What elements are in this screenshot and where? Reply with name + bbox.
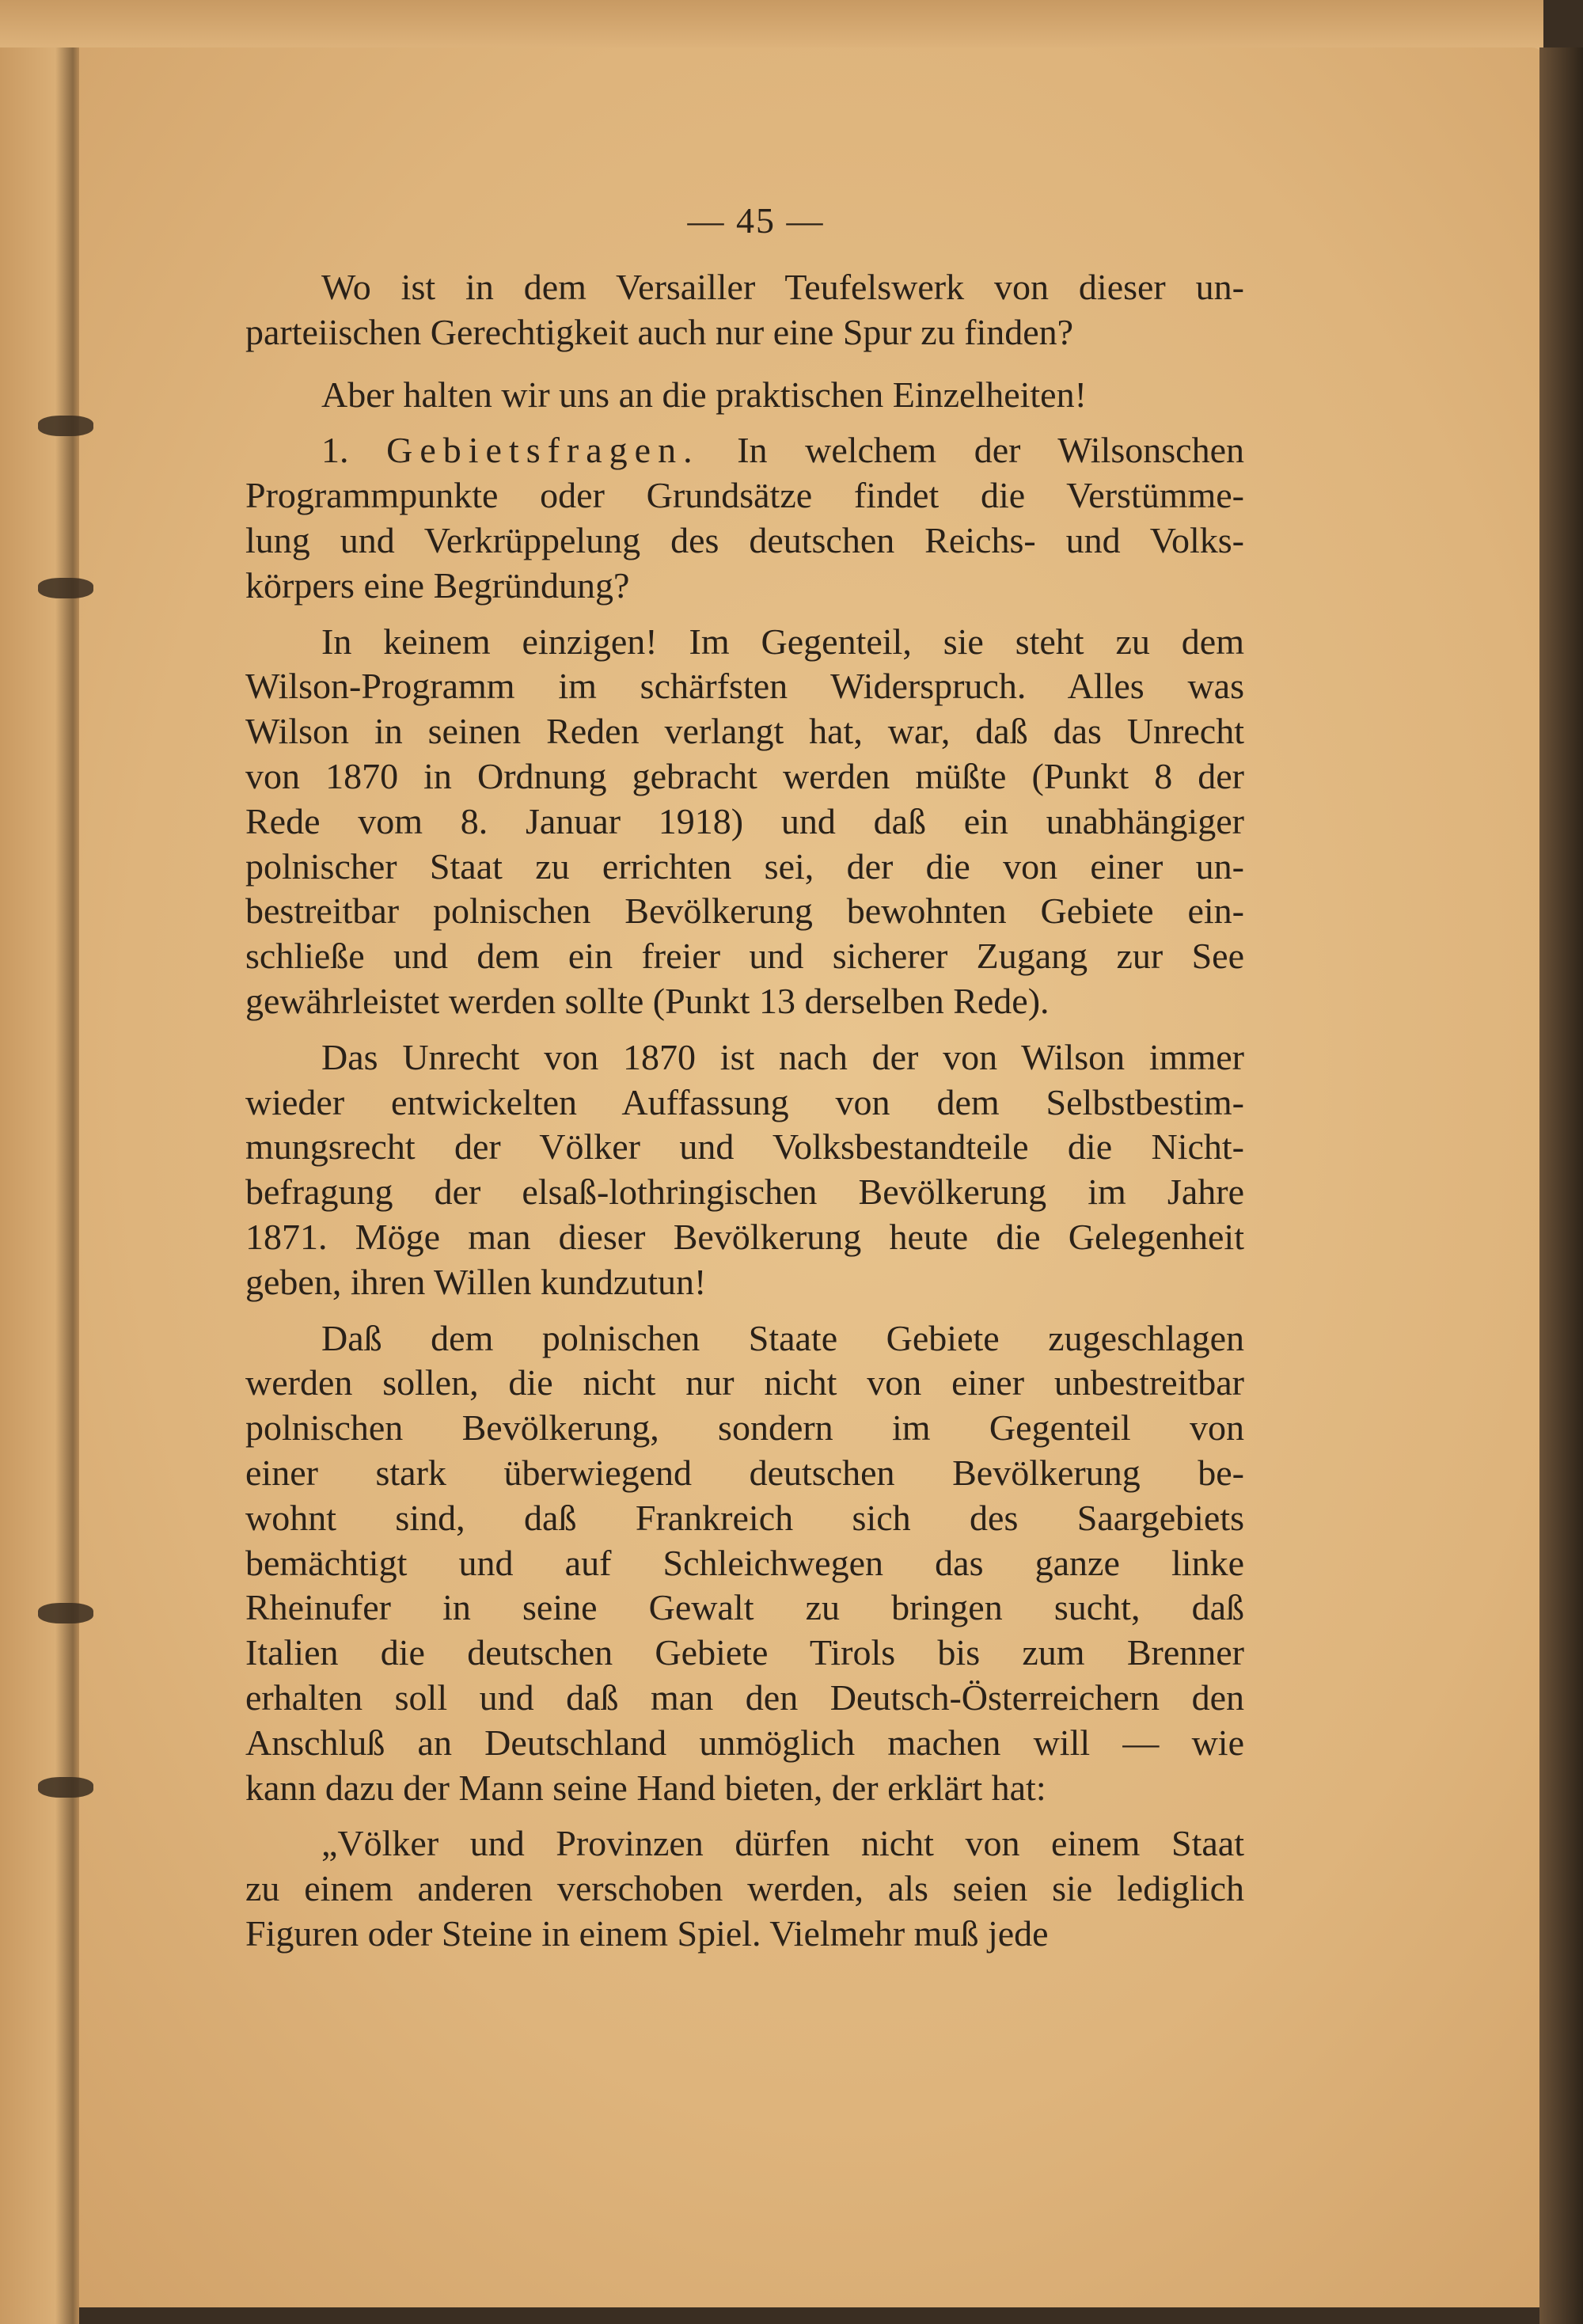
text-line: Wilson in seinen Reden verlangt hat, war, daß das Unrecht xyxy=(245,711,1244,752)
text-line: lung und Verkrüppelung des deutschen Reichs- und Volks- xyxy=(245,519,1244,560)
paragraph xyxy=(245,1316,1244,1811)
text-line: kann dazu der Mann seine Hand bieten, der erklärt hat: xyxy=(245,1767,1046,1808)
text-line: Daß dem polnischen Staate Gebiete zugeschlagen xyxy=(321,1317,1244,1358)
text-line: parteiischen Gerechtigkeit auch nur eine Spur zu finden? xyxy=(245,311,1074,352)
text-line: einer stark überwiegend deutschen Bevölkerung be- xyxy=(245,1452,1244,1493)
staple-hole xyxy=(38,1603,93,1623)
text-line: Wo ist in dem Versailler Teufelswerk von dieser un- xyxy=(321,267,1244,307)
section-heading: Gebietsfragen. xyxy=(386,430,700,471)
paragraph xyxy=(245,620,1244,1024)
text-line: bestreitbar polnischen Bevölkerung bewohnten Gebiete ein- xyxy=(245,890,1244,932)
binding-gutter xyxy=(0,47,79,2324)
right-page-edge xyxy=(1539,47,1583,2324)
text-line: wieder entwickelten Auffassung von dem Selbstbestim- xyxy=(245,1081,1244,1122)
text-line: schließe und dem ein freier und sicherer Zugang zur See xyxy=(245,936,1244,977)
text-line: 1871. Möge man dieser Bevölkerung heute die Gelegenheit xyxy=(245,1216,1244,1257)
staple-hole xyxy=(38,416,93,436)
text-line: Das Unrecht von 1870 ist nach der von Wilson immer xyxy=(321,1036,1244,1077)
page-number: — 45 — xyxy=(687,200,825,241)
text-line: körpers eine Begründung? xyxy=(245,564,630,606)
text-line: Wilson-Programm im schärfsten Widerspruch. Alles was xyxy=(245,666,1244,707)
paragraph xyxy=(245,265,1244,355)
text-line: polnischen Bevölkerung, sondern im Gegenteil von xyxy=(245,1407,1244,1449)
text-line: Rede vom 8. Januar 1918) und daß ein unabhängiger xyxy=(245,800,1244,841)
text-line: gewährleistet werden sollte (Punkt 13 derselben Rede). xyxy=(245,980,1050,1021)
text-line: von 1870 in Ordnung gebracht werden müßte (Punkt 8 der xyxy=(245,755,1244,796)
text-line: Rheinufer in seine Gewalt zu bringen sucht, daß xyxy=(245,1587,1244,1628)
text-line: Figuren oder Steine in einem Spiel. Vielmehr muß jede xyxy=(245,1912,1049,1954)
paragraph xyxy=(245,1035,1244,1305)
text-line: wohnt sind, daß Frankreich sich des Saargebiets xyxy=(245,1497,1244,1538)
paragraph xyxy=(245,1821,1244,1956)
staple-hole xyxy=(38,578,93,598)
text-line: befragung der elsaß-lothringischen Bevölkerung im Jahre xyxy=(245,1171,1244,1213)
text-line: geben, ihren Willen kundzutun! xyxy=(245,1261,707,1302)
text-line: 1. Gebietsfragen. In welchem der Wilsonschen xyxy=(321,430,1244,471)
text-line: werden sollen, die nicht nur nicht von einer unbestreitbar xyxy=(245,1362,1244,1403)
text-line: In keinem einzigen! Im Gegenteil, sie steht zu dem xyxy=(321,621,1244,662)
text-line: zu einem anderen verschoben werden, als seien sie lediglich xyxy=(245,1868,1244,1909)
staple-hole xyxy=(38,1777,93,1798)
text-line: Aber halten wir uns an die praktischen Einzelheiten! xyxy=(321,374,1087,415)
text-line: mungsrecht der Völker und Volksbestandteile die Nicht- xyxy=(245,1126,1244,1168)
text-line: „Völker und Provinzen dürfen nicht von einem Staat xyxy=(321,1823,1244,1864)
text-line: bemächtigt und auf Schleichwegen das ganze linke xyxy=(245,1542,1244,1583)
body-text xyxy=(245,265,1244,1957)
text-line: Italien die deutschen Gebiete Tirols bis zum Brenner xyxy=(245,1632,1244,1673)
text-line: Programmpunkte oder Grundsätze findet die Verstümme- xyxy=(245,475,1244,516)
text-line: erhalten soll und daß man den Deutsch-Österreichern den xyxy=(245,1677,1244,1718)
paragraph xyxy=(245,373,1244,418)
paragraph xyxy=(245,428,1244,608)
text-line: Anschluß an Deutschland unmöglich machen will — wie xyxy=(245,1722,1244,1763)
text-line: polnischer Staat zu errichten sei, der die von einer un- xyxy=(245,845,1244,887)
